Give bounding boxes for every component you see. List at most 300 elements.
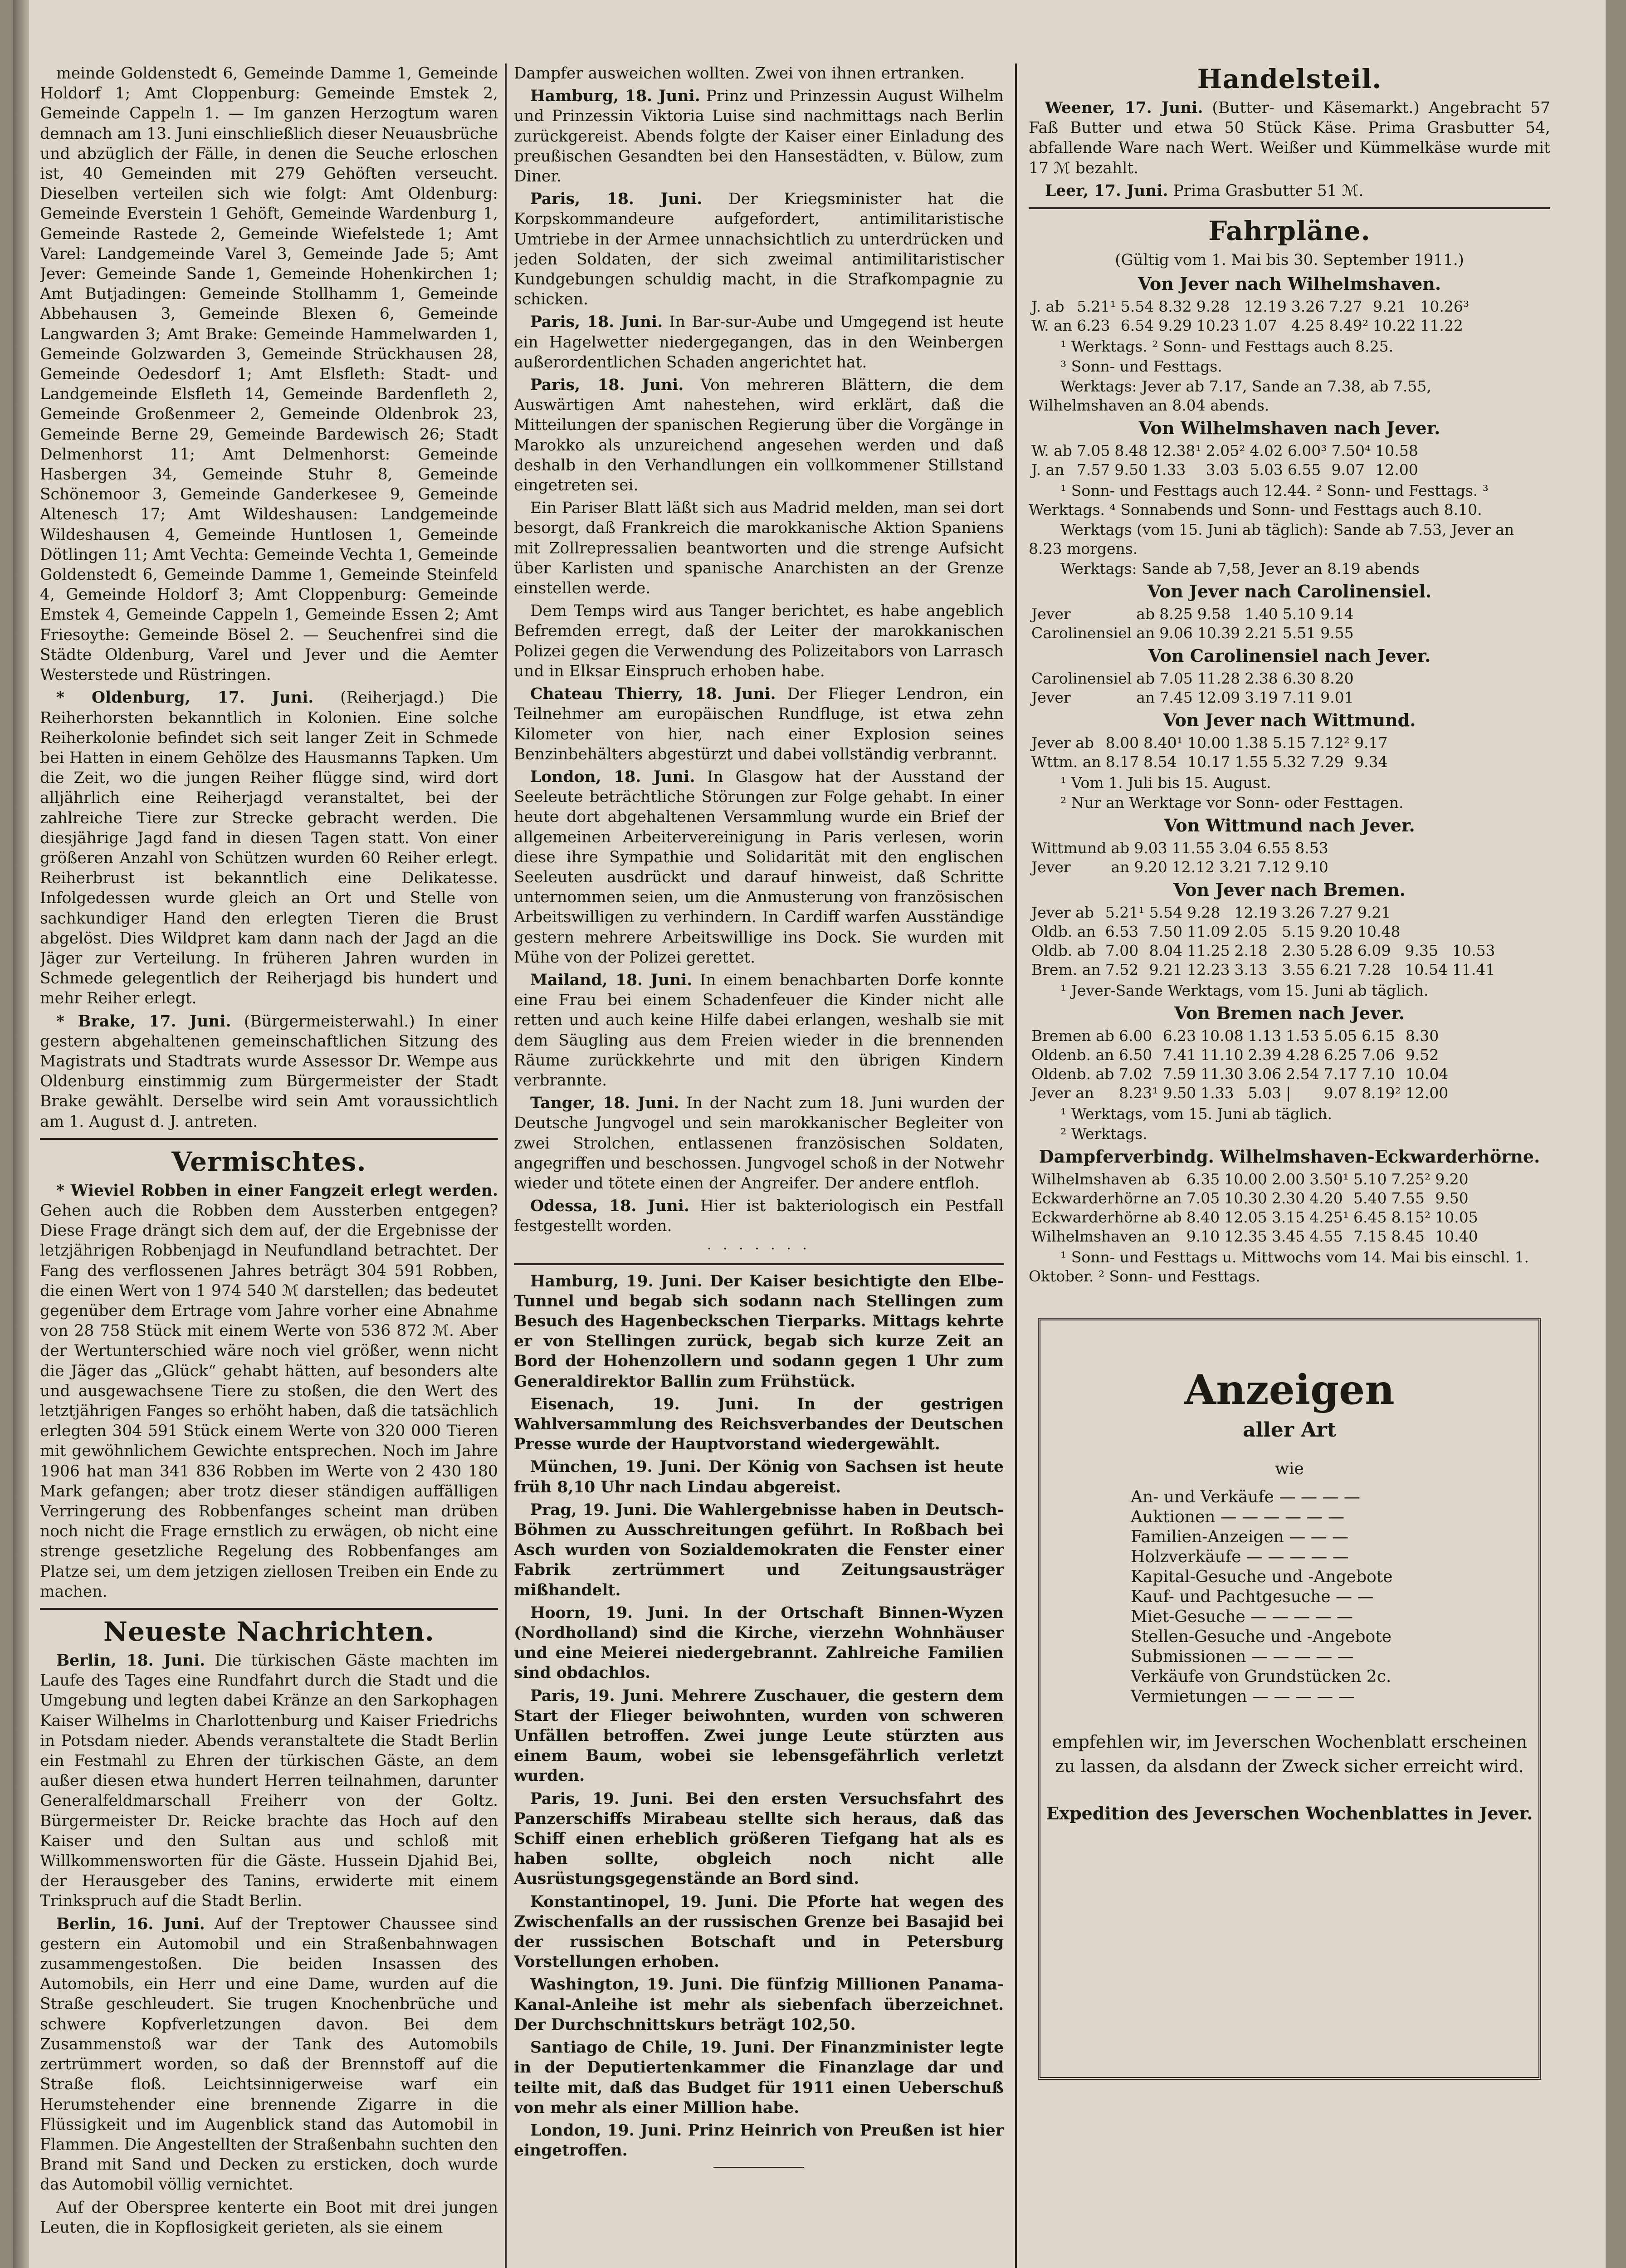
time-cell: 12.38¹ xyxy=(1152,442,1201,460)
time-cell: 7.28 xyxy=(1357,961,1391,979)
timetable-title: Von Jever nach Wittmund. xyxy=(1163,710,1416,731)
timetable-row xyxy=(1031,688,1358,707)
news-item: Paris, 18. Juni. Der Kriegsminister hat die Korpskommandeure aufgefordert, antimilitaristische Umtriebe in der Armee unnachsichtlich zu unterdrücken und jeden Soldaten, der sich zweimal antimilitaristischer Kundgebungen schuldig macht, in die Strafkompagnie zu schicken. xyxy=(514,190,1004,309)
timetable-note: Werktags (vom 15. Juni ab täglich): Sande ab 7.53, Jever an 8.23 morgens. xyxy=(1029,521,1514,558)
time-cell: 12.05 xyxy=(1224,1208,1267,1227)
time-cell: an xyxy=(1136,689,1155,707)
divider xyxy=(1029,207,1550,209)
dateline: Konstantinopel, 19. Juni. xyxy=(530,1892,758,1911)
ad-category: Familien-Anzeigen — — — xyxy=(1131,1528,1349,1547)
ad-category: Verkäufe von Grundstücken 2c. xyxy=(1131,1667,1392,1686)
station-cell: W. an xyxy=(1031,317,1073,335)
time-cell: 9.20 xyxy=(1435,1170,1469,1188)
timetable xyxy=(1031,839,1333,877)
ad-subtitle: aller Art xyxy=(1242,1418,1337,1442)
time-cell: 7.45 xyxy=(1159,689,1193,707)
time-cell: 3.04 xyxy=(1219,839,1253,857)
news-item: München, 19. Juni. Der König von Sachsen ist heute früh 8,10 Uhr nach Lindau abgereist. xyxy=(514,1458,1004,1496)
time-cell: 10.48 xyxy=(1357,923,1401,941)
timetable-row xyxy=(1031,858,1333,877)
time-cell: 6.15 xyxy=(1362,1027,1395,1045)
timetable-note: ¹ Werktags, vom 15. Juni ab täglich. xyxy=(1060,1105,1332,1123)
time-cell: 6.00 xyxy=(1118,1027,1152,1045)
time-cell: 5.15 xyxy=(1272,734,1306,752)
dateline: München, 19. Juni. xyxy=(530,1458,702,1476)
ad-category: Miet-Gesuche — — — — — xyxy=(1131,1608,1353,1627)
timetable-note: ¹ Sonn- und Festtags u. Mittwochs vom 14. Mai bis einschl. 1. Oktober. ² Sonn- und Festtags. xyxy=(1029,1248,1529,1286)
time-cell: 4.25¹ xyxy=(1309,1208,1349,1227)
time-cell: 8.04 xyxy=(1149,942,1182,960)
time-cell: 12.23 xyxy=(1187,961,1230,979)
time-cell: 11.10 xyxy=(1201,1046,1244,1064)
time-cell: 7.12 xyxy=(1257,858,1291,876)
dateline: Odessa, 18. Juni. xyxy=(530,1197,689,1216)
time-cell: 12.12 xyxy=(1172,858,1215,876)
time-cell: 6.09 xyxy=(1357,942,1391,960)
time-cell: 10.00 xyxy=(1224,1170,1267,1188)
time-cell: 9.58 xyxy=(1197,605,1231,623)
time-cell: 4.20 xyxy=(1309,1189,1343,1207)
time-cell: 4.02 xyxy=(1250,442,1283,460)
time-cell: 9.21 xyxy=(1357,904,1391,922)
dateline: Hamburg, 19. Juni. xyxy=(530,1272,703,1290)
time-cell: 1.40 xyxy=(1245,605,1278,623)
timetable-row xyxy=(1031,1065,1453,1084)
time-cell: 10.30 xyxy=(1224,1189,1267,1207)
time-cell: 6.53 xyxy=(1105,923,1139,941)
time-cell: 5.21¹ xyxy=(1077,298,1116,316)
time-cell: 9.28 xyxy=(1187,904,1221,922)
time-cell: 10.58 xyxy=(1375,442,1418,460)
station-cell: Jever an xyxy=(1031,1084,1094,1102)
section-title-fahrplaene: Fahrpläne. xyxy=(1208,215,1371,247)
column-2 xyxy=(514,64,1004,2268)
time-cell: 11.41 xyxy=(1452,961,1495,979)
dateline: London, 19. Juni. xyxy=(530,2121,682,2140)
time-cell: ab xyxy=(1136,605,1155,623)
dateline: Berlin, 18. Juni. xyxy=(56,1652,205,1670)
timetable-row xyxy=(1031,733,1392,753)
time-cell: 7.41 xyxy=(1162,1046,1196,1064)
station-cell: Jever ab xyxy=(1031,734,1094,752)
time-cell: 7.10 xyxy=(1362,1065,1395,1083)
timetable-validity: (Gültig vom 1. Mai bis 30. September 1911.) xyxy=(1115,251,1464,269)
time-cell: 9.07 xyxy=(1331,461,1365,479)
column-3 xyxy=(1029,64,1550,2268)
station-cell: Oldenb. an xyxy=(1031,1046,1114,1064)
time-cell: 9.14 xyxy=(1320,605,1354,623)
timetable-row xyxy=(1031,922,1499,941)
time-cell: 8.00 xyxy=(1105,734,1139,752)
time-cell: 12.09 xyxy=(1197,689,1240,707)
time-cell: 5.28 xyxy=(1319,942,1353,960)
news-item: Hoorn, 19. Juni. In der Ortschaft Binnen-Wyzen (Nordholland) sind die Kirche, vierzehn Wohnhäuser und eine Meierei niedergebrannt. Zahlreiche Familien sind obdachlos. xyxy=(514,1603,1004,1682)
time-cell: 3.13 xyxy=(1234,961,1268,979)
time-cell: 6.23 xyxy=(1162,1027,1196,1045)
time-cell: 2.05² xyxy=(1206,442,1245,460)
station-cell: W. ab xyxy=(1031,442,1072,460)
time-cell: 11.09 xyxy=(1187,923,1230,941)
time-cell: | xyxy=(1286,1084,1291,1102)
time-cell: 7.50⁴ xyxy=(1331,442,1371,460)
time-cell: 2.21 xyxy=(1245,624,1278,642)
news-item: London, 19. Juni. Prinz Heinrich von Preußen ist hier eingetroffen. xyxy=(514,2121,1004,2160)
station-cell: Jever xyxy=(1031,605,1071,623)
time-cell: 7.15 xyxy=(1353,1227,1387,1246)
timetable-note: ¹ Sonn- und Festtags auch 12.44. ² Sonn- und Festtags. ³ Werktags. ⁴ Sonnabends und Sonn- und Festtags auch 8.10. xyxy=(1029,482,1489,519)
time-cell: 10.54 xyxy=(1405,961,1448,979)
time-cell: 9.10 xyxy=(1295,858,1328,876)
timetable-row xyxy=(1031,605,1358,624)
news-item: Prag, 19. Juni. Die Wahlergebnisse haben in Deutsch-Böhmen zu Ausschreitungen geführt. In Roßbach bei Asch wurden von Sozialdemokraten die Fenster einer Fabrik zertrümmert und Zeitungsausträger mißhandelt. xyxy=(514,1501,1004,1599)
station-cell: Wilhelmshaven ab xyxy=(1031,1170,1170,1188)
news-item-oldenburg: * Oldenburg, 17. Juni. (Reiherjagd.) Die Reiherhorsten bekanntlich in Kolonien. Eine solche Reiherkolonie befindet sich seit langer Zeit in Schmede bei Hatten in einem Gehölze des Hausmanns Tapken. Um die Zeit, wo die jungen Reiher flügge sind, wird dort alljährlich eine Reiherjagd veranstaltet, bei der zahlreiche Tiere zur Strecke gebracht werden. Die diesjährige Jagd fand in diesen Tagen statt. Von einer größeren Anzahl von Schützen wurden 60 Reiher erlegt. Reiherbrust ist bekanntlich eine Delikatesse. Infolgedessen wurde gleich an Ort und Stelle von sachkundiger Hand den erlegten Tieren die Brust abgelöst. Dies Wildpret kam dann nach der Jagd an die Jäger zur Verteilung. In früheren Jahren wurden in Schmede gelegentlich der Reiherjagd bis hundert und mehr Reiher erlegt. xyxy=(40,689,498,1008)
time-cell: 8.49² xyxy=(1329,317,1368,335)
time-cell: 2.39 xyxy=(1248,1046,1282,1064)
time-cell: 10.23 xyxy=(1196,317,1240,335)
time-cell: 10.17 xyxy=(1187,753,1230,771)
dateline: Hoorn, 19. Juni. xyxy=(530,1603,689,1622)
time-cell: 1.33 xyxy=(1201,1084,1234,1102)
station-cell: Wttm. an xyxy=(1031,753,1101,771)
news-item: Dem Temps wird aus Tanger berichtet, es habe angeblich Befremden erregt, daß der Leiter der marokkanischen Polizei gegen die Verwendung des Polizeitabors von Larrasch und in Elksar Einspruch erhoben habe. xyxy=(514,602,1004,680)
time-cell: 8.53 xyxy=(1295,839,1328,857)
time-cell: 7.17 xyxy=(1323,1065,1357,1083)
time-cell: 9.28 xyxy=(1196,298,1230,316)
time-cell: 6.35 xyxy=(1186,1170,1220,1188)
time-cell: 2.54 xyxy=(1286,1065,1319,1083)
station-cell: Oldenb. ab xyxy=(1031,1065,1114,1083)
time-cell: 9.50 xyxy=(1435,1189,1469,1207)
news-item: Paris, 19. Juni. Mehrere Zuschauer, die gestern dem Start der Flieger beiwohnten, wurden von schweren Unfällen betroffen. Zwei junge Leute stürzten aus einem Baum, wobei sie lebensgefährlich verletzt wurden. xyxy=(514,1686,1004,1785)
timetable-title: Von Jever nach Bremen. xyxy=(1173,880,1406,900)
news-item: Paris, 18. Juni. Von mehreren Blättern, die dem Auswärtigen Amt nahestehen, wird erklärt, daß die Mitteilungen der spanischen Regierung über die Vorgänge in Marokko als unzureichend angesehen werden und daß deshalb in den Verhandlungen ein vollkommener Stillstand eingetreten sei. xyxy=(514,376,1004,495)
time-cell: 8.40¹ xyxy=(1143,734,1183,752)
time-cell: 1.53 xyxy=(1286,1027,1319,1045)
dateline: * Brake, 17. Juni. xyxy=(56,1012,231,1031)
section-title-vermischtes: Vermischtes. xyxy=(171,1146,366,1177)
time-cell: 8.40 xyxy=(1186,1208,1220,1227)
dateline: Prag, 19. Juni. xyxy=(530,1501,657,1519)
ad-category: Kauf- und Pachtgesuche — — xyxy=(1131,1588,1374,1607)
time-cell: 8.45 xyxy=(1391,1227,1425,1246)
timetable xyxy=(1031,733,1392,772)
news-item: Hamburg, 18. Juni. Prinz und Prinzessin August Wilhelm und Prinzessin Viktoria Luise sind nachmittags nach Berlin zurückgereist. Abends folgte der Kaiser einer Einladung des preußischen Gesandten bei den Hansestädten, v. Bülow, zum Diner. xyxy=(514,87,1004,186)
time-cell: 3.21 xyxy=(1219,858,1253,876)
section-title-handelsteil: Handelsteil. xyxy=(1197,64,1382,94)
timetable-row xyxy=(1031,960,1499,979)
time-cell: 9.50 xyxy=(1114,461,1148,479)
time-cell: 5.10 xyxy=(1282,605,1316,623)
column-rule xyxy=(505,64,507,2268)
time-cell: 9.20 xyxy=(1319,923,1353,941)
dateline: Hamburg, 18. Juni. xyxy=(530,87,700,106)
market-reports xyxy=(1029,98,1550,201)
time-cell: 10.40 xyxy=(1435,1227,1478,1246)
news-item: Ein Pariser Blatt läßt sich aus Madrid melden, man sei dort besorgt, daß Frankreich die marokkanische Aktion Spaniens mit Zollrepressalien beantworten und die strenge Aufsicht über Karlisten und spanische Anarchisten an der Grenze einstellen werde. xyxy=(514,499,1004,598)
time-cell: 5.21¹ xyxy=(1105,904,1145,922)
timetable-row xyxy=(1031,460,1423,479)
time-cell: 8.54 xyxy=(1143,753,1177,771)
time-cell: 8.48 xyxy=(1114,442,1148,460)
time-cell: 7.11 xyxy=(1282,689,1316,707)
timetable-row xyxy=(1031,624,1358,643)
news-item: Hamburg, 19. Juni. Der Kaiser besichtigte den Elbe-Tunnel und begab sich sodann nach Stellingen zum Besuch des Hagenbeckschen Tierparks. Mittags kehrte er von Stellingen zurück, begab sich kurze Zeit an Bord der Hohenzollern und sodann gegen 1 Uhr zum Generaldirektor Ballin zum Frühstück. xyxy=(514,1272,1004,1391)
time-cell: 12.19 xyxy=(1234,904,1277,922)
timetable xyxy=(1031,1026,1453,1103)
binding-gutter xyxy=(13,0,29,2268)
dateline: Washington, 19. Juni. xyxy=(530,1975,723,1994)
time-cell: 2.30 xyxy=(1281,942,1315,960)
time-cell: 3.45 xyxy=(1271,1227,1305,1246)
ad-category: Holzverkäufe — — — — — xyxy=(1131,1548,1349,1567)
time-cell: 10.22 xyxy=(1372,317,1416,335)
dateline: Paris, 18. Juni. xyxy=(530,376,684,395)
time-cell: 6.21 xyxy=(1319,961,1353,979)
time-cell: 10.53 xyxy=(1452,942,1495,960)
dateline: Paris, 19. Juni. xyxy=(530,1686,664,1705)
dateline: Paris, 18. Juni. xyxy=(530,190,703,209)
time-cell: 6.00³ xyxy=(1287,442,1327,460)
dateline: * Oldenburg, 17. Juni. xyxy=(56,689,314,707)
time-cell: 7.12² xyxy=(1310,734,1350,752)
timetable xyxy=(1031,669,1358,707)
station-cell: J. ab xyxy=(1031,298,1064,316)
time-cell: 11.28 xyxy=(1197,670,1240,688)
news-item: Eisenach, 19. Juni. In der gestrigen Wahlversammlung des Reichsverbandes der Deutschen Presse wurde der Hauptvorstand wiedergewählt. xyxy=(514,1395,1004,1454)
time-cell: 7.59 xyxy=(1162,1065,1196,1083)
time-cell: ab xyxy=(1111,839,1130,857)
column-rule xyxy=(1015,64,1017,2268)
news-item-robben: * Wieviel Robben in einer Fangzeit erlegt werden. Gehen auch die Robben dem Aussterben entgegen? Diese Frage drängt sich dem auf, der die Ergebnisse der letzjährigen Robbenjagd in Neufundland betrachtet. Der Fang des verflossenen Jahres beträgt 304 591 Robben, die einen Wert von 1 974 540 ℳ darstellen; das bedeutet gegenüber dem Ertrage vom Jahre vorher eine Abnahme von 28 758 Stück mit einem Werte von 536 872 ℳ. Aber der Wertunterschied wäre noch viel größer, wenn nicht die Jäger das „Glück“ gehabt hätten, auf besonders alte und ausgewachsene Tiere zu stoßen, die den Wert des letztjährigen Fanges so erhöht haben, daß die tatsächlich erlegten 304 591 Stück einem Werte von 320 000 Tieren mit gewöhnlichem Gewichte entsprechen. Noch im Jahre 1906 hat man 341 836 Robben im Werte von 2 430 180 Mark gefangen; aber trotz dieser ständigen auffälligen Verringerung des Robbenfanges scheint man drüben noch nicht die Frage ernstlich zu erwägen, ob nicht eine strenge gesetzliche Regelung des Robbenfanges am Platze sei, um dem jetzigen ziellosen Treiben ein Ende zu machen. xyxy=(40,1181,498,1601)
news-item: Leer, 17. Juni. Prima Grasbutter 51 ℳ. xyxy=(1045,181,1364,200)
time-cell: 10.05 xyxy=(1435,1208,1478,1227)
time-cell: 5.05 xyxy=(1323,1027,1357,1045)
ad-category: Auktionen — — — — — — xyxy=(1131,1508,1344,1527)
timetable-note: ² Werktags. xyxy=(1060,1125,1147,1143)
timetable-row xyxy=(1031,669,1358,688)
station-cell: Oldb. an xyxy=(1031,923,1096,941)
time-cell: 10.00 xyxy=(1187,734,1230,752)
time-cell: an xyxy=(1136,624,1155,642)
advertisement-box xyxy=(1038,1318,1541,2080)
time-cell: 8.19² xyxy=(1362,1084,1401,1102)
time-cell: 7.05 xyxy=(1159,670,1193,688)
timetable-row xyxy=(1031,297,1474,316)
dateline: Santiago de Chile, 19. Juni. xyxy=(530,2038,775,2057)
divider xyxy=(514,1263,1004,1265)
station-cell: Eckwarderhörne an xyxy=(1031,1189,1182,1207)
station-cell: Wittmund xyxy=(1031,839,1107,857)
time-cell: 6.55 xyxy=(1287,461,1321,479)
station-cell: Carolinensiel xyxy=(1031,670,1132,688)
time-cell: 3.26 xyxy=(1281,904,1315,922)
time-cell: 3.26 xyxy=(1291,298,1325,316)
time-cell: 3.15 xyxy=(1271,1208,1305,1227)
time-cell: 6.50 xyxy=(1118,1046,1152,1064)
timetable-row xyxy=(1031,941,1499,960)
station-cell: Oldb. ab xyxy=(1031,942,1096,960)
time-cell: 5.54 xyxy=(1120,298,1154,316)
time-cell: 3.03 xyxy=(1206,461,1240,479)
dateline: London, 18. Juni. xyxy=(530,767,695,786)
station-cell: Wilhelmshaven an xyxy=(1031,1227,1170,1246)
timetables xyxy=(1029,274,1550,1286)
time-cell: 5.51 xyxy=(1282,624,1316,642)
time-cell: 8.23¹ xyxy=(1118,1084,1158,1102)
dateline: Eisenach, 19. Juni. xyxy=(530,1395,759,1413)
timetable-note: ¹ Vom 1. Juli bis 15. August. xyxy=(1060,774,1271,792)
dateline: Weener, 17. Juni. xyxy=(1045,99,1203,117)
time-cell: 6.23 xyxy=(1077,317,1110,335)
time-cell: 1.55 xyxy=(1235,753,1268,771)
timetable-row xyxy=(1031,1170,1483,1189)
time-cell: 1.13 xyxy=(1248,1027,1282,1045)
timetable-row xyxy=(1031,1208,1483,1227)
time-cell: 11.55 xyxy=(1172,839,1215,857)
timetable xyxy=(1031,903,1499,979)
time-cell: 6.25 xyxy=(1323,1046,1357,1064)
time-cell: 7.00 xyxy=(1105,942,1139,960)
time-cell: 1.33 xyxy=(1152,461,1186,479)
timetable-title: Von Wilhelmshaven nach Jever. xyxy=(1138,418,1440,439)
timetable xyxy=(1031,1170,1483,1246)
time-cell: 8.20 xyxy=(1320,670,1354,688)
news-item: Paris, 19. Juni. Bei den ersten Versuchsfahrt des Panzerschiffs Mirabeau stellte sich heraus, daß das Schiff einen erheblich größeren Tiefgang hat als es haben sollte, obgleich noch nicht alle Ausrüstungsgegenstände an Bord sind. xyxy=(514,1789,1004,1888)
timetable-title: Von Carolinensiel nach Jever. xyxy=(1148,645,1431,666)
time-cell: 7.57 xyxy=(1076,461,1110,479)
timetable-row xyxy=(1031,316,1474,335)
news-item-oberspree: Auf der Oberspree kenterte ein Boot mit drei jungen Leuten, die in Kopflosigkeit gerieten, als sie einem xyxy=(40,2198,498,2237)
timetable-row xyxy=(1031,1026,1453,1046)
time-cell: 12.35 xyxy=(1224,1227,1267,1246)
time-cell: 8.32 xyxy=(1158,298,1192,316)
dateline: Paris, 18. Juni. xyxy=(530,313,663,332)
ad-category: Kapital-Gesuche und -Angebote xyxy=(1131,1568,1393,1587)
timetable-note: ³ Sonn- und Festtags. xyxy=(1060,357,1222,376)
time-cell: 5.32 xyxy=(1272,753,1306,771)
ad-category-list xyxy=(1131,1487,1448,1707)
time-cell: 7.27 xyxy=(1319,904,1353,922)
news-item: London, 18. Juni. In Glasgow hat der Ausstand der Seeleute beträchtliche Störungen zur Folge gehabt. In einer heute dort abgehaltenen Versammlung wurde ein Brief der allgemeinen Arbeitervereinigung in Paris verlesen, worin diese ihre Sympathie und Solidarität mit den englischen Seeleuten ausdrückt und darauf hinweist, daß Schritte unternommen seien, um die Anmusterung von französischen Arbeitswilligen zu verhindern. In Cardiff warfen Ausständige gestern mehrere Arbeitswillige ins Dock. Sie wurden mit Mühe von der Polizei gerettet. xyxy=(514,767,1004,967)
timetable-row xyxy=(1031,839,1333,858)
dateline: Chateau Thierry, 18. Juni. xyxy=(530,685,776,704)
time-cell: ab xyxy=(1136,670,1155,688)
news-list xyxy=(514,86,1004,1236)
ad-title: Anzeigen xyxy=(1184,1366,1395,1414)
time-cell: 9.52 xyxy=(1405,1046,1439,1064)
item-title: * Wieviel Robben in einer Fangzeit erlegt werden. xyxy=(56,1181,498,1200)
timetable-title: Dampferverbindg. Wilhelmshaven-Eckwarderhörne. xyxy=(1039,1146,1540,1167)
time-cell: an xyxy=(1111,858,1130,876)
news-item-brake: * Brake, 17. Juni. (Bürgermeisterwahl.) In einer gestern abgehaltenen gemeinschaftlichen Sitzung des Magistrats und Stadtrats wurde Assessor Dr. Wempe aus Oldenburg einstimmig zum Bürgermeister der Stadt Brake gewählt. Derselbe wird sein Amt voraussichtlich am 1. August d. J. antreten. xyxy=(40,1012,498,1131)
time-cell: 12.00 xyxy=(1375,461,1418,479)
news-item: Mailand, 18. Juni. In einem benachbarten Dorfe konnte eine Frau bei einem Schadenfeuer die Kinder nicht alle retten und auch keine Hilfe dabei erlangen, weshalb sie mit dem Säugling aus dem Freien wieder in die brennenden Räume zurückkehrte und mit den übrigen Kindern verbrannte. xyxy=(514,971,1004,1090)
time-cell: 3.50¹ xyxy=(1309,1170,1349,1188)
time-cell: 7.05 xyxy=(1186,1189,1220,1207)
time-cell: 9.06 xyxy=(1159,624,1193,642)
timetable-note: Werktags: Sande ab 7,58, Jever an 8.19 abends xyxy=(1060,560,1420,578)
ad-wie: wie xyxy=(1275,1460,1304,1479)
dateline: Mailand, 18. Juni. xyxy=(530,971,693,989)
timetable-row xyxy=(1031,1084,1453,1103)
station-cell: Jever ab xyxy=(1031,904,1094,922)
time-cell: 6.55 xyxy=(1257,839,1291,857)
time-cell: 2.00 xyxy=(1271,1170,1305,1188)
news-item: Santiago de Chile, 19. Juni. Der Finanzminister legte in der Deputiertenkammer die Finanzlage dar und teilte mit, daß das Budget für 1911 einen Ueberschuß von mehr als einer Million habe. xyxy=(514,2038,1004,2117)
time-cell: 1.07 xyxy=(1244,317,1277,335)
time-cell: 11.22 xyxy=(1420,317,1463,335)
time-cell: 5.54 xyxy=(1149,904,1182,922)
timetable-note: ² Nur an Werktage vor Sonn- oder Festtagen. xyxy=(1060,794,1404,812)
time-cell: 12.00 xyxy=(1405,1084,1449,1102)
time-cell: 10.08 xyxy=(1201,1027,1244,1045)
time-cell: 5.10 xyxy=(1353,1170,1387,1188)
timetable xyxy=(1031,441,1423,479)
time-cell: 7.27 xyxy=(1329,298,1362,316)
time-cell: 7.52 xyxy=(1105,961,1139,979)
time-cell: 9.20 xyxy=(1134,858,1167,876)
timetable-row xyxy=(1031,1046,1453,1065)
timetable-row xyxy=(1031,1189,1483,1208)
news-item-berlin-1: Berlin, 18. Juni. Die türkischen Gäste machten im Laufe des Tages eine Rundfahrt durch die Stadt und die Umgebung und legten dabei Kränze an den Sarkophagen Kaiser Wilhelms in Charlottenburg und Kaiser Friedrichs in Potsdam nieder. Abends veranstaltete die Stadt Berlin ein Festmahl zu Ehren der türkischen Gäste, an dem außer diesen etwa hundert Herren teilnahmen, darunter Generalfeldmarschall Freiherr von der Goltz. Bürgermeister Dr. Reicke brachte das Hoch auf den Kaiser und den Sultan aus und schloß mit Willkommensworten für die Gäste. Hussein Djahid Bei, der Herausgeber des Tanins, erwiderte mit einem Trinkspruch auf die Stadt Berlin. xyxy=(40,1652,498,1911)
column-1 xyxy=(40,64,498,2268)
continued-text: Dampfer ausweichen wollten. Zwei von ihnen ertranken. xyxy=(514,64,965,83)
timetable-title: Von Wittmund nach Jever. xyxy=(1164,815,1415,836)
time-cell: 4.55 xyxy=(1309,1227,1343,1246)
ad-text: empfehlen wir, im Jeverschen Wochenblatt erscheinen zu lassen, da alsdann der Zweck sicher erreicht wird. xyxy=(1051,1732,1528,1777)
time-cell: 2.30 xyxy=(1271,1189,1305,1207)
time-cell: 9.35 xyxy=(1405,942,1438,960)
time-cell: 9.07 xyxy=(1323,1084,1357,1102)
time-cell: 9.21 xyxy=(1149,961,1182,979)
short-divider xyxy=(713,2167,804,2168)
time-cell: 10.39 xyxy=(1197,624,1240,642)
time-cell: 5.03 xyxy=(1248,1084,1282,1102)
ad-category: Vermietungen — — — — — xyxy=(1131,1687,1355,1706)
time-cell: 7.55 xyxy=(1391,1189,1425,1207)
news-item: Tanger, 18. Juni. In der Nacht zum 18. Juni wurden der Deutsche Jungvogel und sein marokkanischer Begleiter von zwei Strolchen, entlassenen französischen Soldaten, angegriffen und beschossen. Jungvogel schoß in der Notwehr wieder und tötete einen der Angreifer. Der andere entfloh. xyxy=(514,1094,1004,1193)
time-cell: 4.28 xyxy=(1286,1046,1319,1064)
time-cell: 10.04 xyxy=(1405,1065,1449,1083)
time-cell: 7.29 xyxy=(1310,753,1344,771)
time-cell: 2.05 xyxy=(1234,923,1268,941)
timetable-note: Werktags: Jever ab 7.17, Sande an 7.38, ab 7.55, Wilhelmshaven an 8.04 abends. xyxy=(1029,377,1431,415)
time-cell: 1.38 xyxy=(1235,734,1268,752)
station-cell: Jever xyxy=(1031,689,1071,707)
time-cell: 7.06 xyxy=(1362,1046,1395,1064)
time-cell: 8.15² xyxy=(1391,1208,1431,1227)
timetable-title: Von Bremen nach Jever. xyxy=(1174,1003,1405,1024)
timetable-note: ¹ Jever-Sande Werktags, vom 15. Juni ab täglich. xyxy=(1060,982,1429,1000)
time-cell: 9.34 xyxy=(1354,753,1388,771)
time-cell: 5.15 xyxy=(1281,923,1315,941)
time-cell: 7.25² xyxy=(1391,1170,1431,1188)
time-cell: 8.25 xyxy=(1159,605,1193,623)
epidemic-report: meinde Goldenstedt 6, Gemeinde Damme 1, Gemeinde Holdorf 1; Amt Cloppenburg: Gemeinde Emstek 2, Gemeinde Cappeln 1. — Im ganzen Herzogtum waren demnach am 13. Juni einschließlich dieser Neuausbrüche und abzüglich der Fälle, in denen die Seuche erloschen ist, 40 Gemeinden mit 279 Gehöften verseucht. Dieselben verteilen sich wie folgt: Amt Oldenburg: Gemeinde Everstein 1 Gehöft, Gemeinde Wardenburg 1, Gemeinde Rastede 2, Gemeinde Wiefelstede 1; Amt Varel: Landgemeinde Varel 3, Gemeinde Jade 5; Amt Jever: Gemeinde Sande 1, Gemeinde Hohenkirchen 1; Amt Butjadingen: Gemeinde Stollhamm 1, Gemeinde Abbehausen 3, Gemeinde Blexen 6, Gemeinde Langwarden 3; Amt Brake: Gemeinde Hammelwarden 1, Gemeinde Golzwarden 3, Gemeinde Strückhausen 28, Gemeinde Oedesdorf 1; Amt Elsfleth: Stadt- und Landgemeinde Elsfleth 14, Gemeinde Bardenfleth 2, Gemeinde Großenmeer 2, Gemeinde Oldenbrok 23, Gemeinde Berne 29, Gemeinde Bardewisch 26; Stadt Delmenhorst 11; Amt Delmenhorst: Gemeinde Hasbergen 34, Gemeinde Stuhr 8, Gemeinde Schönemoor 3, Gemeinde Ganderkesee 9, Gemeinde Altenesch 17; Amt Wildeshausen: Landgemeinde Wildeshausen 4, Gemeinde Huntlosen 1, Gemeinde Dötlingen 11; Amt Vechta: Gemeinde Vechta 1, Gemeinde Goldenstedt 6, Gemeinde Damme 1, Gemeinde Steinfeld 4, Gemeinde Holdorf 3; Amt Cloppenburg: Gemeinde Emstek 4, Gemeinde Cappeln 1, Gemeinde Essen 2; Amt Friesoythe: Gemeinde Bösel 2. — Seuchenfrei sind die Städte Oldenburg, Varel und Jever und die Aemter Westerstede und Rüstringen. xyxy=(40,64,498,684)
time-cell: 10.26³ xyxy=(1420,298,1470,316)
time-cell: 3.06 xyxy=(1248,1065,1282,1083)
section-title-neueste-nachrichten: Neueste Nachrichten. xyxy=(103,1616,435,1647)
news-item: Weener, 17. Juni. (Butter- und Käsemarkt.) Angebracht 57 Faß Butter und etwa 50 Stück Käse. Prima Grasbutter 54, abfallende Ware nach Wert. Weißer und Kümmelkäse wurde mit 17 ℳ bezahlt. xyxy=(1029,99,1550,177)
station-cell: Eckwarderhörne ab xyxy=(1031,1208,1182,1227)
time-cell: 8.30 xyxy=(1405,1027,1439,1045)
timetable-title: Von Jever nach Carolinensiel. xyxy=(1147,581,1432,602)
ad-signature: Expedition des Jeverschen Wochenblattes in Jever. xyxy=(1046,1803,1533,1824)
news-item: Paris, 18. Juni. In Bar-sur-Aube und Umgegend ist heute ein Hagelwetter niedergegangen, das in den Weinbergen außerordentlichen Schaden angerichtet hat. xyxy=(514,313,1004,371)
ad-category: An- und Verkäufe — — — — xyxy=(1131,1488,1360,1507)
time-cell: 12.19 xyxy=(1244,298,1287,316)
